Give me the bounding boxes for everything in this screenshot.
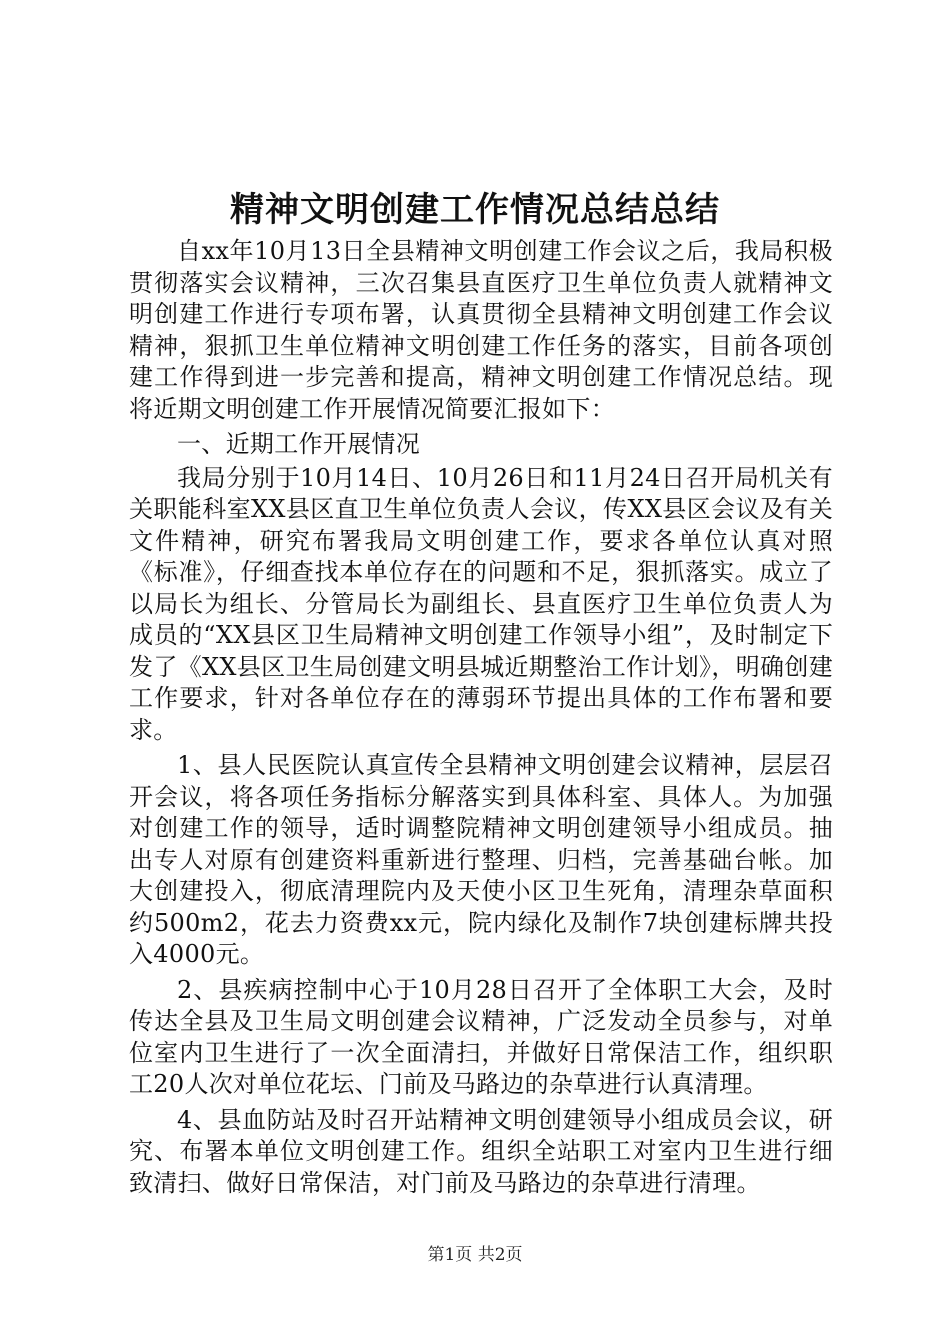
work-overview-paragraph: 我局分别于10月14日、10月26日和11月24日召开局机关有关职能科室XX县区直卫生单位负责人会议，传XX县区会议及有关文件精神，研究布署我局文明创建工作，要求各单位认真对照《标准》，仔细查找本单位存在的问题和不足，狠抓落实。成立了以局长为组长、分管局长为副组长、县直医疗卫生单位负责人为成员的“XX县区卫生局精神文明创建工作领导小组”，及时制定下发了《XX县区卫生局创建文明县城近期整治工作计划》，明确创建工作要求，针对各单位存在的薄弱环节提出具体的工作布署和要求。 (129, 463, 833, 744)
page-footer: 第1页 共2页 (427, 1245, 523, 1265)
cdc-paragraph: 2、县疾病控制中心于10月28日召开了全体职工大会，及时传达全县及卫生局文明创建会议精神，广泛发动全员参与，对单位室内卫生进行了一次全面清扫，并做好日常保洁工作，组织职工20人次对单位花坛、门前及马路边的杂草进行认真清理。 (129, 975, 833, 1098)
schistosomiasis-station-paragraph: 4、县血防站及时召开站精神文明创建领导小组成员会议，研究、布署本单位文明创建工作。组织全站职工对室内卫生进行细致清扫、做好日常保洁，对门前及马路边的杂草进行清理。 (129, 1105, 833, 1197)
section-heading: 一、近期工作开展情况 (177, 430, 420, 458)
page-title: 精神文明创建工作情况总结总结 (230, 190, 720, 230)
intro-paragraph: 自xx年10月13日全县精神文明创建工作会议之后，我局积极贯彻落实会议精神，三次召集县直医疗卫生单位负责人就精神文明创建工作进行专项布署，认真贯彻全县精神文明创建工作会议精神，狠抓卫生单位精神文明创建工作任务的落实，目前各项创建工作得到进一步完善和提高，精神文明创建工作情况总结。现将近期文明创建工作开展情况简要汇报如下： (129, 237, 833, 423)
document-body (129, 236, 833, 1203)
hospital-paragraph: 1、县人民医院认真宣传全县精神文明创建会议精神，层层召开会议，将各项任务指标分解落实到具体科室、具体人。为加强对创建工作的领导，适时调整院精神文明创建领导小组成员。抽出专人对原有创建资料重新进行整理、归档，完善基础台帐。加大创建投入，彻底清理院内及天使小区卫生死角，清理杂草面积约500m2，花去力资费xx元，院内绿化及制作7块创建标牌共投入4000元。 (129, 751, 833, 968)
